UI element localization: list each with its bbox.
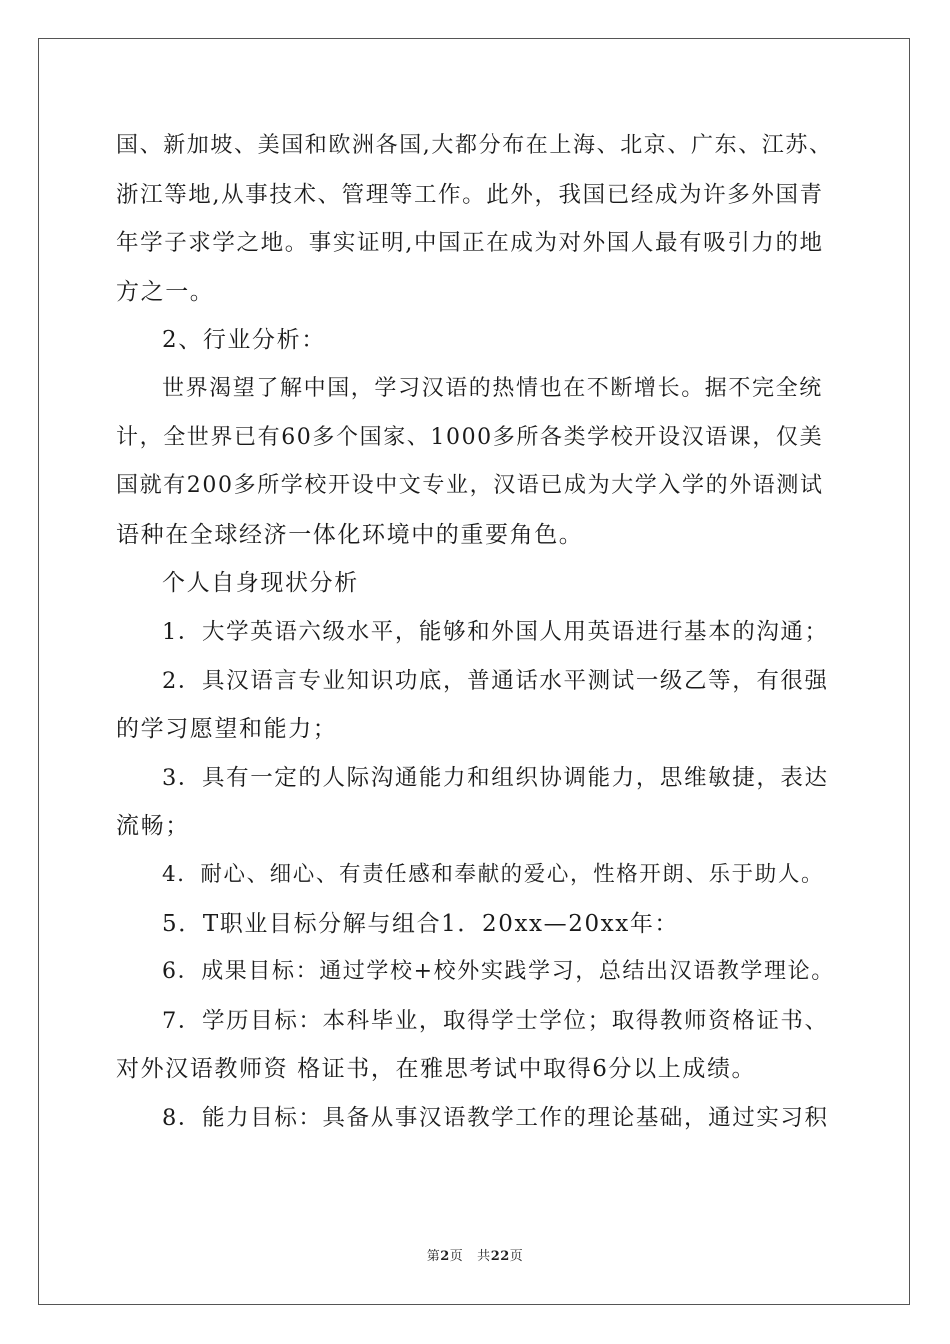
text-line: 年学子求学之地。事实证明,中国正在成为对外国人最有吸引力的地: [116, 230, 824, 257]
page-prefix: 第: [426, 1249, 441, 1264]
list-item: 7．学历目标：本科毕业，取得学士学位；取得教师资格证书、: [162, 1007, 829, 1034]
section-heading-industry: 2、行业分析：: [162, 327, 326, 354]
total-suffix: 页: [509, 1249, 524, 1264]
total-prefix: 共: [477, 1249, 491, 1264]
text-line: 浙江等地,从事技术、管理等工作。此外，我国已经成为许多外国青: [116, 181, 824, 208]
list-item: 3．具有一定的人际沟通能力和组织协调能力，思维敏捷，表达: [162, 764, 829, 791]
list-item: 5．T职业目标分解与组合1．20xx—20xx年：: [162, 910, 680, 937]
page-number: 2: [440, 1249, 450, 1264]
text-line: 的学习愿望和能力；: [116, 716, 338, 743]
page-footer: [0, 1245, 950, 1264]
list-item: 8．能力目标：具备从事汉语教学工作的理论基础，通过实习积: [162, 1104, 829, 1131]
list-item: 2．具汉语言专业知识功底，普通话水平测试一级乙等，有很强: [162, 667, 829, 694]
text-line: 国、新加坡、美国和欧洲各国,大都分布在上海、北京、广东、江苏、: [116, 133, 833, 158]
list-item: 6．成果目标：通过学校+校外实践学习，总结出汉语教学理论。: [162, 959, 835, 985]
text-line: 世界渴望了解中国，学习汉语的热情也在不断增长。据不完全统: [162, 375, 823, 401]
list-item: 4．耐心、细心、有责任感和奉献的爱心，性格开朗、乐于助人。: [162, 861, 825, 887]
total-pages: 22: [490, 1249, 510, 1264]
page-suffix: 页: [449, 1249, 464, 1264]
document-body: [116, 122, 836, 1142]
text-line: 国就有200多所学校开设中文专业，汉语已成为大学入学的外语测试: [116, 473, 824, 499]
text-line: 对外汉语教师资 格证书，在雅思考试中取得6分以上成绩。: [116, 1056, 757, 1083]
list-item: 1．大学英语六级水平，能够和外国人用英语进行基本的沟通；: [162, 618, 829, 645]
section-heading-personal: 个人自身现状分析: [162, 570, 359, 597]
text-line: 流畅；: [116, 813, 190, 840]
text-line: 计，全世界已有60多个国家、1000多所各类学校开设汉语课，仅美: [116, 424, 824, 450]
text-line: 方之一。: [116, 278, 215, 305]
text-line: 语种在全球经济一体化环境中的重要角色。: [116, 521, 584, 548]
